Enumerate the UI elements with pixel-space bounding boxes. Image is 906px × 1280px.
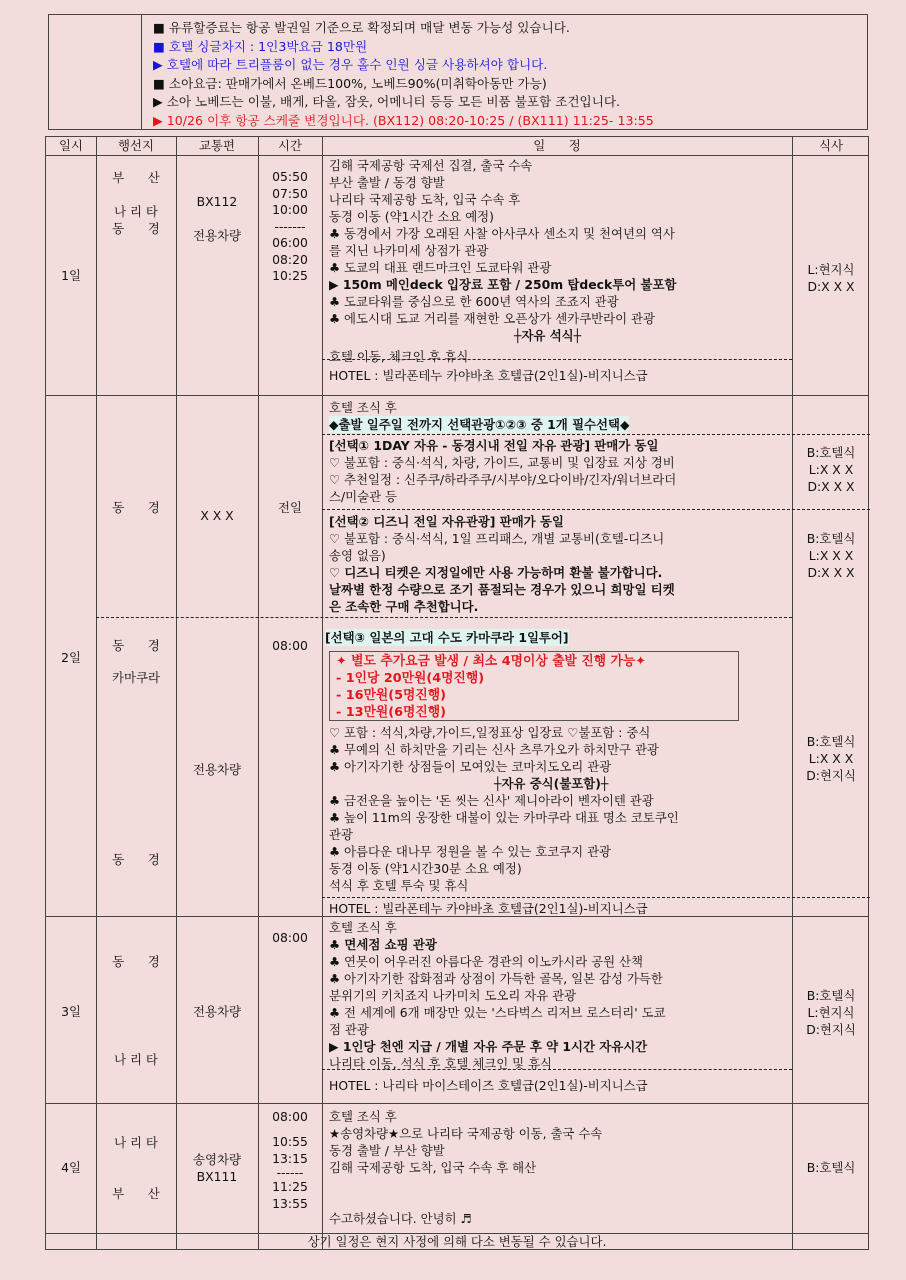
option-title: [선택③ 일본의 고대 수도 카마쿠라 1일투어] — [325, 630, 569, 645]
row-divider — [46, 1103, 868, 1104]
time-value: 13:55 — [272, 1196, 308, 1211]
meal-list — [792, 444, 870, 495]
notice-box — [48, 14, 868, 130]
header-itinerary: 일 정 — [533, 138, 581, 153]
time-value: 08:00 — [272, 638, 308, 653]
col-divider — [792, 137, 793, 1249]
header-time: 시간 — [278, 138, 302, 153]
time-value: 10:00 — [272, 202, 308, 217]
row-divider — [46, 395, 868, 396]
header-trans: 교통편 — [199, 138, 235, 153]
itinerary-line: ♡ 포함 : 석식,차량,가이드,일정표상 입장료 ♡불포함 : 중식 — [329, 725, 651, 740]
header-day: 일시 — [59, 138, 83, 153]
itinerary-line: 나리타 국제공항 도착, 입국 수속 후 — [329, 192, 521, 207]
time-value: 10:25 — [272, 268, 308, 283]
dashed-divider — [96, 617, 792, 618]
notice-lines — [153, 19, 863, 131]
col-divider — [176, 137, 177, 1249]
itinerary-block — [329, 157, 676, 365]
itinerary-line: ♣ 면세점 쇼핑 관광 — [329, 937, 437, 952]
day-label: 1일 — [61, 268, 81, 283]
notice-line: ▶ 호텔에 따라 트리플룸이 없는 경우 홀수 인원 싱글 사용하셔야 합니다. — [153, 57, 548, 73]
itinerary-line: 수고하셨습니다. 안녕히 ♬ — [329, 1211, 472, 1226]
itinerary-line: 석식 후 호텔 투숙 및 휴식 — [329, 878, 469, 893]
itinerary-line: 분위기의 키치죠지 나카미치 도오리 자유 관광 — [329, 988, 577, 1003]
time-value: 11:25 — [272, 1179, 308, 1194]
itinerary-line: ♡ 디즈니 티켓은 지정일에만 사용 가능하며 환불 불가합니다. — [329, 565, 663, 580]
itinerary-line: ♣ 금전운을 높이는 '돈 씻는 신사' 제니아라이 벤자이텐 관광 — [329, 793, 654, 808]
option-title: [선택② 디즈니 전일 자유관광] 판매가 동일 — [329, 514, 564, 529]
time-value: 10:55 — [272, 1134, 308, 1149]
time-value: 05:50 — [272, 169, 308, 184]
hotel-line: HOTEL : 빌라폰테누 카야바초 호텔급(2인1실)-비지니스급 — [329, 368, 648, 383]
meal-value: D:X X X — [807, 565, 855, 580]
itinerary-line: ♣ 도쿄의 대표 랜드마크인 도쿄타워 관광 — [329, 260, 552, 275]
dashed-divider — [322, 434, 870, 435]
itinerary-line: 김해 국제공항 도착, 입국 수속 후 해산 — [329, 1160, 537, 1175]
time-value: ------ — [276, 1165, 304, 1180]
time-value: 08:20 — [272, 251, 308, 267]
hotel-line: HOTEL : 나리타 마이스테이즈 호텔급(2인1실)-비지니스급 — [329, 1078, 648, 1093]
itinerary-line: ♡ 추천일정 : 신주쿠/하라주쿠/시부야/오다이바/긴자/워너브라더 — [329, 472, 677, 487]
itinerary-block — [329, 1108, 602, 1227]
itinerary-line: 관광 — [329, 827, 353, 842]
itinerary-line: ┼자유 석식┼ — [514, 328, 582, 343]
meal-value: L:현지식 — [807, 262, 855, 277]
meal-value: D:현지식 — [806, 1022, 856, 1037]
time-list — [258, 1108, 322, 1212]
surcharge-line: - 1인당 20만원(4명진행) — [336, 671, 485, 686]
col-divider — [96, 137, 97, 1249]
time-spacer — [258, 1125, 322, 1133]
itinerary-line: 송영 없음) — [329, 548, 386, 563]
dest-label: 부 산 — [112, 170, 160, 185]
meal-list — [792, 987, 870, 1038]
transport-label: 전용차량 — [193, 762, 241, 777]
transport-label: 전용차량 — [193, 1004, 241, 1019]
itinerary-spacer — [329, 1176, 602, 1210]
dest-label: 카마쿠라 — [112, 670, 160, 685]
itinerary-line: ♣ 높이 11m의 웅장한 대불이 있는 카마쿠라 대표 명소 코토쿠인 — [329, 810, 679, 825]
header-dest: 행선지 — [118, 138, 154, 153]
dest-label: 동 경 — [112, 221, 160, 236]
itinerary-line: ♣ 연못이 어우러진 아름다운 경관의 이노카시라 공원 산책 — [329, 954, 643, 969]
meal-value: B:호텔식 — [806, 445, 856, 460]
meal-value: D:X X X — [807, 479, 855, 494]
dest-label: 동 경 — [112, 638, 160, 653]
meal-value: L:현지식 — [807, 1005, 855, 1020]
itinerary-line: ┼자유 중식(불포함)┼ — [494, 776, 609, 791]
itinerary-line: 동경 이동 (약1시간 소요 예정) — [329, 209, 494, 224]
notice-line: ■ 유류할증료는 항공 발권일 기준으로 확정되며 매달 변동 가능성 있습니다. — [153, 20, 570, 35]
dest-label: 동 경 — [112, 954, 160, 969]
meal-value: B:호텔식 — [806, 531, 856, 546]
dashed-divider — [322, 897, 870, 898]
itinerary-line: ▶ 150m 메인deck 입장료 포함 / 250m 탑deck투어 불포함 — [329, 277, 677, 292]
option-1-block — [329, 437, 676, 505]
time-value: 13:15 — [272, 1151, 308, 1166]
day-label: 4일 — [61, 1160, 81, 1175]
itinerary-line: 날짜별 한정 수량으로 조기 품절되는 경우가 있으니 희망일 티켓 — [329, 582, 675, 597]
transport-label: 전용차량 — [193, 228, 241, 243]
surcharge-line: - 16만원(5명진행) — [336, 688, 446, 703]
schedule-table — [45, 136, 869, 1250]
surcharge-line: - 13만원(6명진행) — [336, 705, 446, 720]
notice-line: ■ 호텔 싱글차지 : 1인3박요금 18만원 — [153, 38, 368, 54]
dest-label: 부 산 — [112, 1186, 160, 1201]
notice-left-cell — [49, 15, 142, 129]
notice-line: ■ 소아요금: 판매가에서 온베드100%, 노베드90%(미취학아동만 가능) — [153, 75, 547, 91]
itinerary-line: ♣ 도쿄타워를 중심으로 한 600년 역사의 조죠지 관광 — [329, 294, 619, 309]
dashed-divider — [322, 509, 870, 510]
itinerary-line: ♣ 아기자기한 잡화점과 상점이 가득한 골목, 일본 감성 가득한 — [329, 971, 663, 986]
option-2-block — [329, 513, 675, 615]
time-value: 전일 — [278, 500, 302, 515]
meal-list — [792, 530, 870, 581]
meal-list — [792, 733, 870, 784]
transport-label — [176, 1151, 258, 1185]
itinerary-line: 동경 이동 (약1시간30분 소요 예정) — [329, 861, 522, 876]
dest-label: 나 리 타 — [114, 1135, 158, 1150]
meal-value: B:호텔식 — [806, 988, 856, 1003]
itinerary-line: 를 지닌 나카미세 상점가 관광 — [329, 243, 489, 258]
col-divider — [258, 137, 259, 1249]
surcharge-line: ✦ 별도 추가요금 발생 / 최소 4명이상 출발 진행 가능✦ — [336, 654, 646, 669]
itinerary-line: ▶ 1인당 천엔 지급 / 개별 자유 주문 후 약 1시간 자유시간 — [329, 1039, 648, 1054]
itinerary-line: ♣ 아름다운 대나무 정원을 볼 수 있는 호코쿠지 관광 — [329, 844, 612, 859]
time-value: 08:00 — [272, 930, 308, 945]
itinerary-line: ◆출발 일주일 전까지 선택관광①②③ 중 1개 필수선택◆ — [329, 417, 630, 432]
itinerary-line: 김해 국제공항 국제선 집결, 출국 수속 — [329, 158, 533, 173]
itinerary-line: 부산 출발 / 동경 향발 — [329, 175, 445, 190]
col-divider — [322, 137, 323, 1249]
time-value: ------- — [274, 218, 306, 234]
transport-value: 송영차량 — [193, 1152, 241, 1167]
time-value: 07:50 — [272, 185, 308, 201]
dest-label: 나 리 타 — [114, 1052, 158, 1067]
row-divider — [46, 155, 868, 156]
itinerary-line: ♡ 불포함 : 중식·석식, 1일 프리패스, 개별 교통비(호텔-디즈니 — [329, 531, 665, 546]
dest-label: 나 리 타 — [114, 204, 158, 219]
notice-line: ▶ 10/26 이후 항공 스케줄 변경입니다. (BX112) 08:20-10:25 / (BX111) 11:25- 13:55 — [153, 112, 654, 128]
transport-value: BX111 — [196, 1169, 238, 1184]
header-meal: 식사 — [819, 138, 843, 153]
time-value: 06:00 — [272, 235, 308, 250]
itinerary-line: 스/미술관 등 — [329, 489, 397, 504]
itinerary-line: 호텔 이동, 체크인 후 휴식 — [329, 349, 469, 364]
dest-label: 동 경 — [112, 500, 160, 515]
itinerary-line: ♡ 불포함 : 중식·석식, 차량, 가이드, 교통비 및 입장료 지상 경비 — [329, 455, 675, 470]
itinerary-line: 호텔 조식 후 — [329, 400, 397, 415]
itinerary-line: ♣ 에도시대 도교 거리를 재현한 오픈상가 센카쿠반라이 관광 — [329, 311, 655, 326]
day-label: 2일 — [61, 650, 81, 665]
itinerary-block — [329, 919, 666, 1072]
meal-value: B:호텔식 — [806, 1160, 856, 1175]
footer-note: 상기 일정은 현지 사정에 의해 다소 변동될 수 있습니다. — [46, 1233, 868, 1249]
dest-label: 동 경 — [112, 852, 160, 867]
meal-value: D:현지식 — [806, 768, 856, 783]
meal-value: L:X X X — [808, 462, 854, 477]
option-3-block — [329, 724, 679, 894]
meal-value: L:X X X — [808, 548, 854, 563]
transport-label: X X X — [200, 508, 234, 523]
dashed-divider — [322, 359, 792, 360]
itinerary-line: ♣ 전 세계에 6개 매장만 있는 '스타벅스 리저브 로스터리' 도쿄 — [329, 1005, 666, 1020]
itinerary-line: ★송영차량★으로 나리타 국제공항 이동, 출국 수속 — [329, 1126, 603, 1141]
itinerary-line: ♣ 무예의 신 하치만을 기리는 신사 츠루가오카 하치만구 관광 — [329, 742, 659, 757]
day-label: 3일 — [61, 1004, 81, 1019]
itinerary-line: 호텔 조식 후 — [329, 920, 397, 935]
meal-value: D:X X X — [807, 279, 855, 294]
itinerary-line: 동경 출발 / 부산 향발 — [329, 1143, 445, 1158]
itinerary-line: 나리타 이동, 석식 후 호텔 체크인 및 휴식 — [329, 1056, 553, 1071]
itinerary-line: ♣ 아기자기한 상점들이 모여있는 코마치도오리 관광 — [329, 759, 612, 774]
meal-list — [792, 261, 870, 295]
time-list — [258, 169, 322, 285]
hotel-line: HOTEL : 빌라폰테누 카야바초 호텔급(2인1실)-비지니스급 — [329, 901, 648, 916]
meal-value: B:호텔식 — [806, 734, 856, 749]
notice-line: ▶ 소아 노베드는 이불, 배게, 타올, 잠옷, 어메니티 등등 모든 비품 불포함 조건입니다. — [153, 94, 621, 110]
itinerary-line: ♣ 동경에서 가장 오래된 사찰 아사쿠사 센소지 및 천여년의 역사 — [329, 226, 675, 241]
option-title: [선택① 1DAY 자유 - 동경시내 전일 자유 관광] 판매가 동일 — [329, 438, 659, 453]
dashed-divider — [322, 1069, 792, 1070]
meal-value: L:X X X — [808, 751, 854, 766]
surcharge-list — [336, 653, 646, 721]
time-value: 08:00 — [272, 1109, 308, 1124]
itinerary-block — [329, 399, 629, 433]
transport-label: BX112 — [196, 194, 238, 209]
itinerary-line: 호텔 조식 후 — [329, 1109, 397, 1124]
itinerary-line: 점 관광 — [329, 1022, 369, 1037]
itinerary-line: 은 조속한 구매 추천합니다. — [329, 599, 479, 614]
